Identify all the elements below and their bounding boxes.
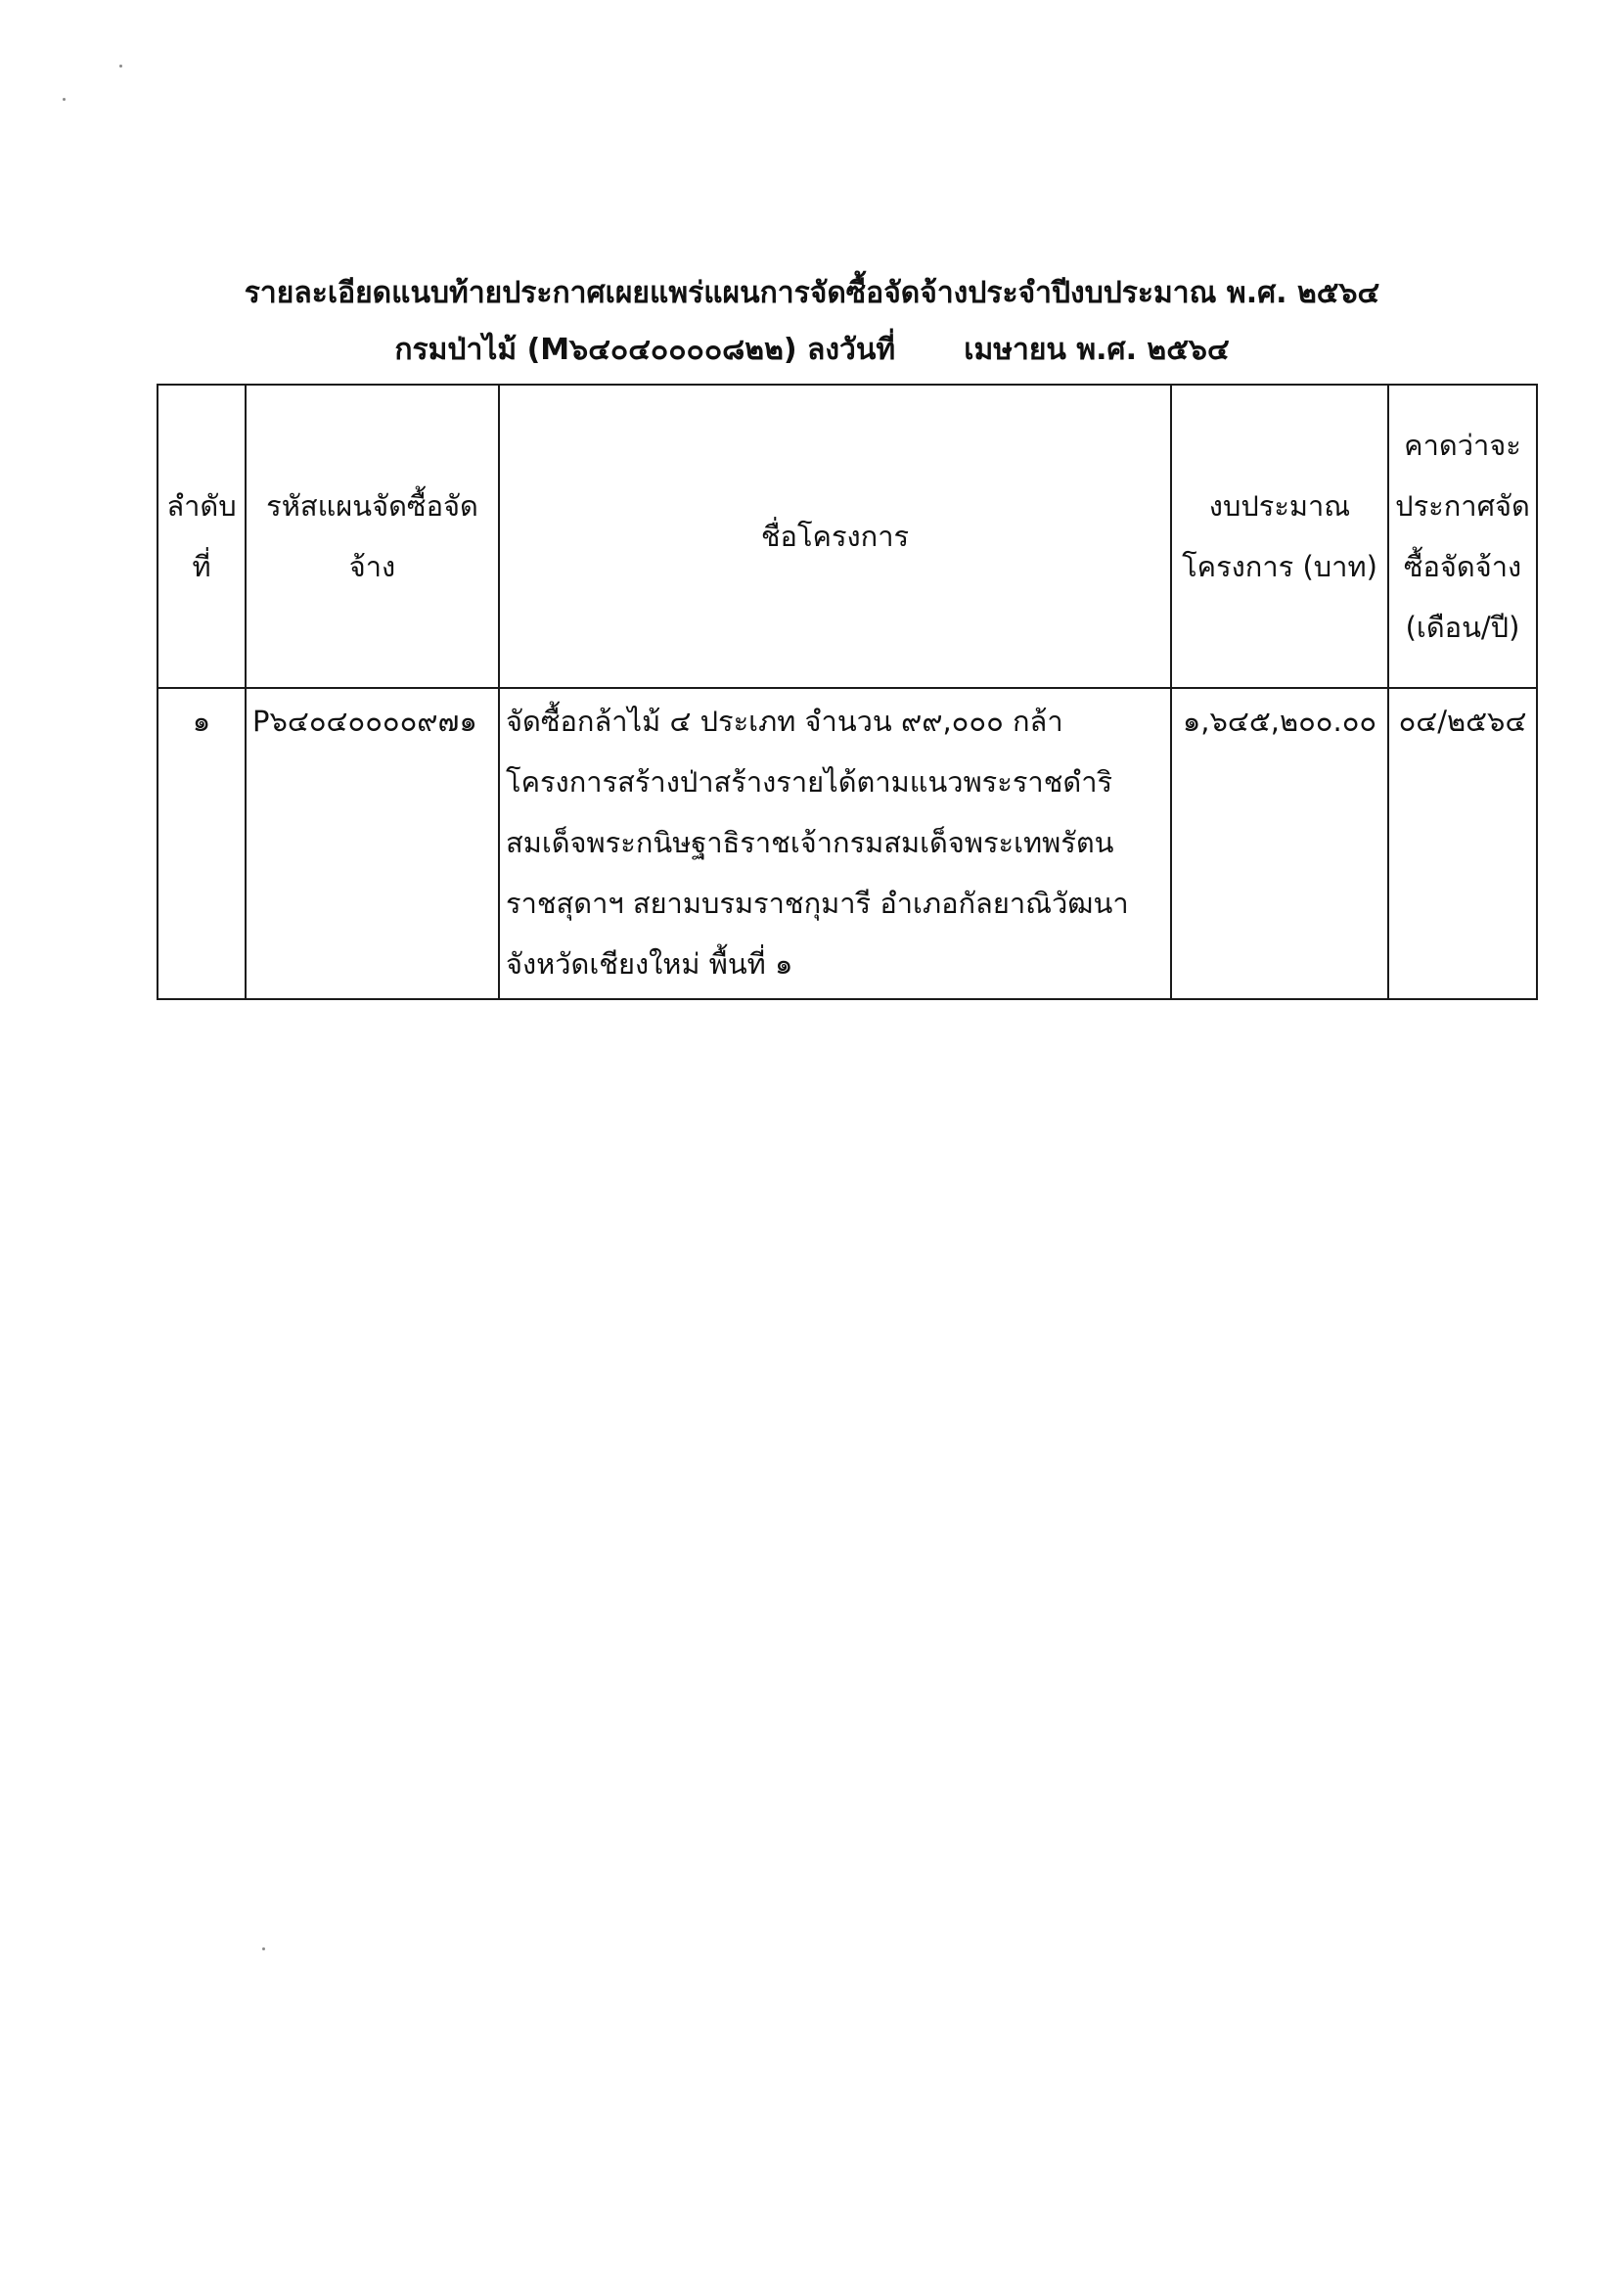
title-line-2-left: กรมป่าไม้ (M๖๔๐๔๐๐๐๐๘๒๒) ลงวันที่ [394, 333, 896, 367]
cell-seq: ๑ [158, 688, 246, 999]
table-row [158, 688, 1537, 999]
document-title [0, 274, 1624, 313]
scan-speck [262, 1947, 265, 1950]
header-seq: ลำดับที่ [158, 385, 246, 688]
scan-speck [119, 65, 122, 68]
table-header-row [158, 385, 1537, 688]
title-line-2-right: เมษายน พ.ศ. ๒๕๖๔ [964, 333, 1230, 367]
document-subtitle [0, 331, 1624, 370]
header-project-name: ชื่อโครงการ [499, 385, 1171, 688]
scan-speck [63, 98, 66, 101]
cell-budget: ๑,๖๔๕,๒๐๐.๐๐ [1171, 688, 1388, 999]
header-budget: งบประมาณโครงการ (บาท) [1171, 385, 1388, 688]
cell-project-name: จัดซื้อกล้าไม้ ๔ ประเภท จำนวน ๙๙,๐๐๐ กล้า โครงการสร้างป่าสร้างรายได้ตามแนวพระราชดำริ สมเด็จพระกนิษฐาธิราชเจ้ากรมสมเด็จพระเทพรัตนราชสุดาฯ สยามบรมราชกุมารี อำเภอกัลยาณิวัฒนา จังหวัดเชียงใหม่ พื้นที่ ๑ [499, 688, 1171, 999]
title-line-1: รายละเอียดแนบท้ายประกาศเผยแพร่แผนการจัดซื้อจัดจ้างประจำปีงบประมาณ พ.ศ. ๒๕๖๔ [244, 276, 1380, 310]
header-expected-announce: คาดว่าจะประกาศจัดซื้อจัดจ้าง (เดือน/ปี) [1388, 385, 1537, 688]
cell-plan-code: P๖๔๐๔๐๐๐๐๙๗๑ [246, 688, 499, 999]
procurement-plan-table [157, 384, 1538, 1000]
cell-expected-announce: ๐๔/๒๕๖๔ [1388, 688, 1537, 999]
header-plan-code: รหัสแผนจัดซื้อจัดจ้าง [246, 385, 499, 688]
